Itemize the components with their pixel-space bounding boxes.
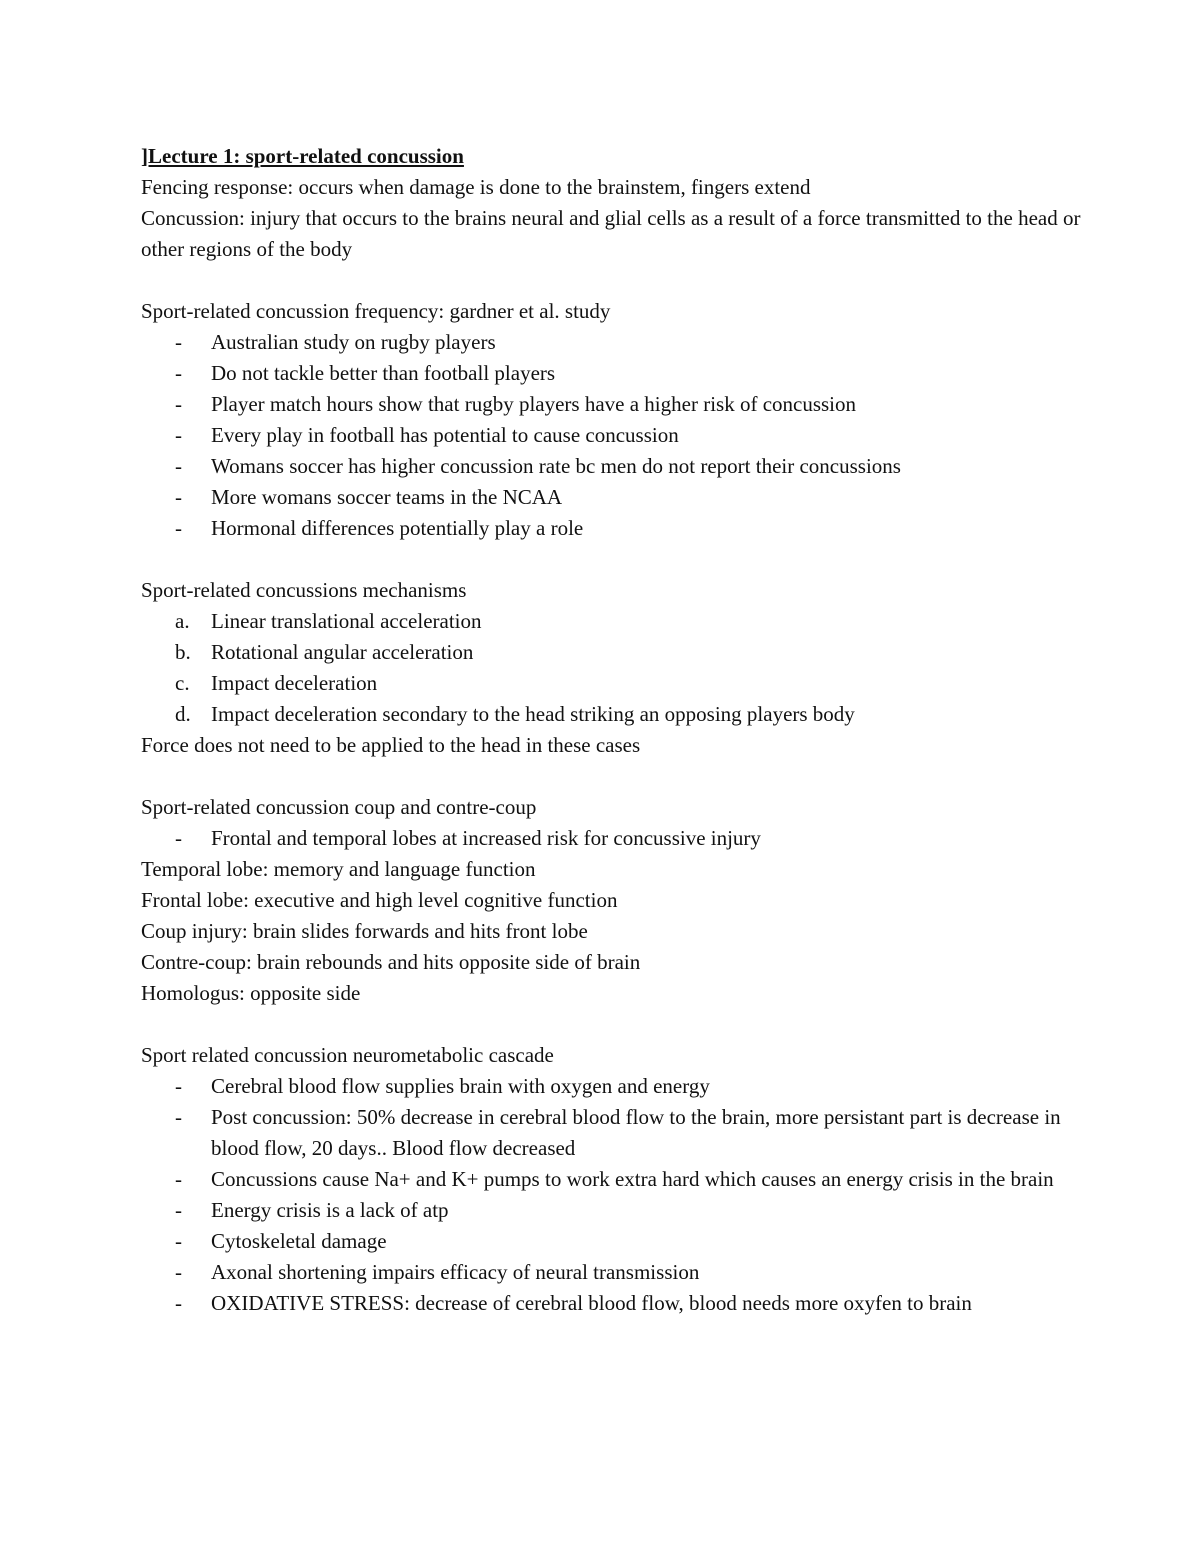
list-item-text: Impact deceleration secondary to the head striking an opposing players body [211, 702, 855, 726]
intro-paragraph: Fencing response: occurs when damage is done to the brainstem, fingers extend [141, 175, 811, 199]
coup-list [141, 823, 1081, 854]
list-item-text: Do not tackle better than football players [211, 361, 556, 385]
coup-definition: Frontal lobe: executive and high level cognitive function [141, 888, 618, 912]
list-item-text: Frontal and temporal lobes at increased risk for concussive injury [211, 826, 761, 850]
spacer [141, 265, 1081, 296]
list-item-text: Every play in football has potential to cause concussion [211, 423, 679, 447]
document-title: ]Lecture 1: sport-related concussion [141, 144, 464, 168]
list-item-text: Hormonal differences potentially play a role [211, 516, 584, 540]
list-item-text: Impact deceleration [211, 671, 378, 695]
spacer [141, 761, 1081, 792]
list-item [141, 482, 1081, 513]
document-page [141, 141, 1086, 1319]
list-item [141, 1226, 1081, 1257]
coup-definition: Temporal lobe: memory and language function [141, 857, 536, 881]
list-item [141, 389, 1081, 420]
section-heading-mechanisms: Sport-related concussions mechanisms [141, 578, 467, 602]
cascade-list [141, 1071, 1081, 1319]
list-item-text: Energy crisis is a lack of atp [211, 1198, 449, 1222]
coup-definition: Contre-coup: brain rebounds and hits opposite side of brain [141, 950, 641, 974]
list-item-text: Linear translational acceleration [211, 609, 482, 633]
list-item [141, 1071, 1081, 1102]
bullet-dash: - [175, 1198, 182, 1222]
list-item-text: Cerebral blood flow supplies brain with oxygen and energy [211, 1074, 710, 1098]
list-item [141, 823, 1081, 854]
list-item-text: OXIDATIVE STRESS: decrease of cerebral blood flow, blood needs more oxyfen to brain [211, 1291, 972, 1315]
list-item [141, 327, 1081, 358]
bullet-dash: - [175, 826, 182, 850]
bullet-dash: - [175, 516, 182, 540]
list-item [141, 668, 1081, 699]
coup-definition: Coup injury: brain slides forwards and hits front lobe [141, 919, 588, 943]
section-heading-cascade: Sport related concussion neurometabolic cascade [141, 1043, 554, 1067]
list-item [141, 358, 1081, 389]
list-item-text: Womans soccer has higher concussion rate bc men do not report their concussions [211, 454, 901, 478]
list-item [141, 420, 1081, 451]
bullet-dash: - [175, 1260, 182, 1284]
list-item-text: Player match hours show that rugby players have a higher risk of concussion [211, 392, 857, 416]
spacer [141, 544, 1081, 575]
bullet-dash: - [175, 1105, 182, 1129]
bullet-dash: - [175, 1229, 182, 1253]
list-item [141, 1102, 1081, 1164]
bullet-dash: - [175, 454, 182, 478]
list-item [141, 699, 1081, 730]
list-item [141, 451, 1081, 482]
list-item [141, 637, 1081, 668]
list-item-text: Post concussion: 50% decrease in cerebral blood flow to the brain, more persistant part is decrease in blood flow, 20 days.. Blood flow decreased [211, 1105, 1061, 1160]
bullet-dash: - [175, 1074, 182, 1098]
list-letter: a. [175, 609, 190, 633]
section-heading-frequency: Sport-related concussion frequency: gardner et al. study [141, 299, 611, 323]
list-item [141, 606, 1081, 637]
list-item [141, 513, 1081, 544]
coup-definition: Homologus: opposite side [141, 981, 361, 1005]
intro-paragraph: Concussion: injury that occurs to the brains neural and glial cells as a result of a force transmitted to the head or other regions of the body [141, 206, 1086, 261]
spacer [141, 1009, 1081, 1040]
list-letter: b. [175, 640, 191, 664]
bullet-dash: - [175, 361, 182, 385]
frequency-list [141, 327, 1081, 544]
list-letter: c. [175, 671, 190, 695]
list-item-text: Rotational angular acceleration [211, 640, 474, 664]
bullet-dash: - [175, 1291, 182, 1315]
mechanisms-list [141, 606, 1081, 730]
list-letter: d. [175, 702, 191, 726]
list-item-text: Cytoskeletal damage [211, 1229, 387, 1253]
list-item [141, 1288, 1081, 1319]
list-item [141, 1257, 1081, 1288]
list-item-text: Concussions cause Na+ and K+ pumps to work extra hard which causes an energy crisis in the brain [211, 1167, 1054, 1191]
bullet-dash: - [175, 330, 182, 354]
list-item [141, 1195, 1081, 1226]
list-item-text: Australian study on rugby players [211, 330, 496, 354]
bullet-dash: - [175, 392, 182, 416]
bullet-dash: - [175, 485, 182, 509]
list-item-text: Axonal shortening impairs efficacy of neural transmission [211, 1260, 700, 1284]
section-heading-coup: Sport-related concussion coup and contre-coup [141, 795, 537, 819]
list-item-text: More womans soccer teams in the NCAA [211, 485, 563, 509]
bullet-dash: - [175, 423, 182, 447]
bullet-dash: - [175, 1167, 182, 1191]
list-item [141, 1164, 1081, 1195]
mechanisms-note: Force does not need to be applied to the head in these cases [141, 733, 641, 757]
